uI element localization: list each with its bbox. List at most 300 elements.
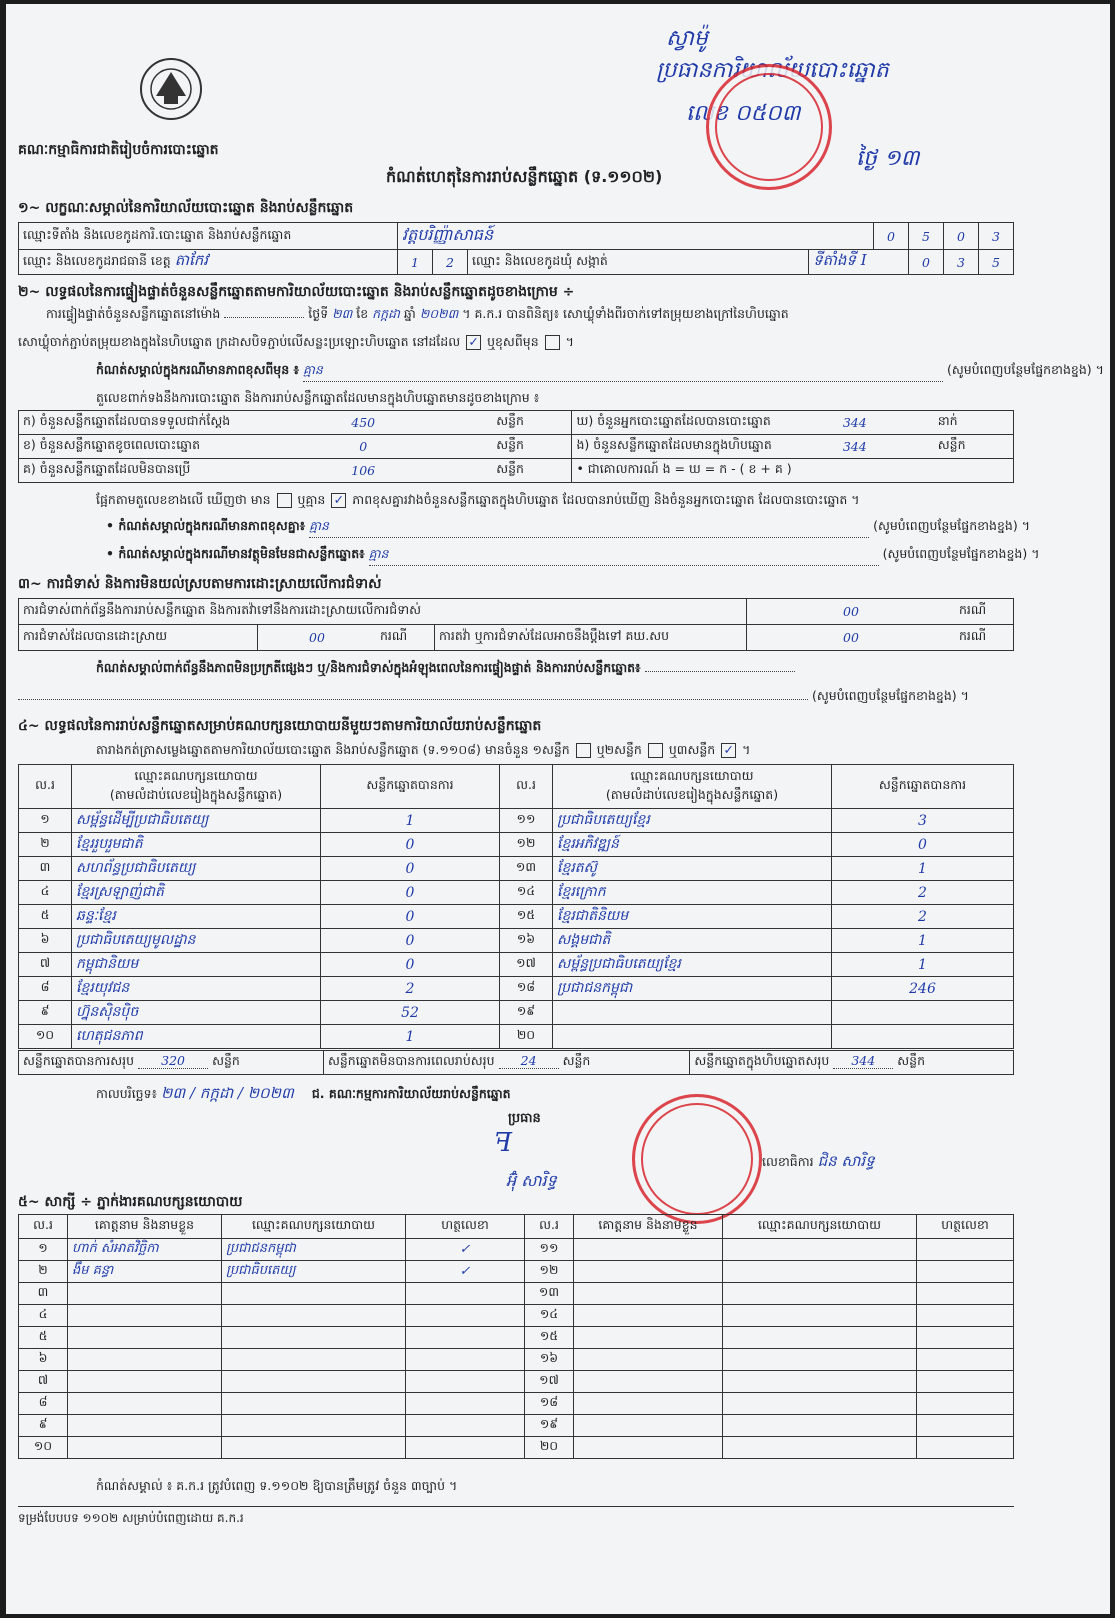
handwritten-annotation-2: ប្រធានការិយាល័យបោះឆ្នោត: [656, 58, 889, 83]
result-votes: 2: [832, 881, 1014, 905]
count-d-label: ឃ) ចំនួនអ្នកបោះឆ្នោតដែលបានបោះឆ្នោត: [572, 411, 776, 435]
form-title: កំណត់ហេតុនៃការរាប់សន្លឹកឆ្នោត (ទ.១១០២): [386, 167, 663, 186]
official-stamp-top: [706, 64, 832, 190]
result-votes: 1: [832, 857, 1014, 881]
station-code-3: 0: [944, 223, 979, 250]
committee-label: ជ. គណៈកម្មការការិយាល័យរាប់សន្លឹកឆ្នោត: [311, 1086, 511, 1101]
witness-row: [19, 1393, 1014, 1415]
witness-signature: [917, 1239, 1014, 1261]
witness-signature: [917, 1305, 1014, 1327]
witness-no: ១៦: [525, 1349, 574, 1371]
result-party: ខ្មែរស្រឡាញ់ជាតិ: [72, 881, 321, 905]
diff-note-hint: (សូមបំពេញបន្ថែមផ្នែកខាងខ្នង) ។: [873, 518, 1030, 533]
result-no: ១៥: [500, 905, 553, 929]
witness-name: [574, 1415, 723, 1437]
sheet-count-text: តារាងកត់ត្រាសម្លេងឆ្នោតតាមការិយាល័យបោះឆ្នោត និងរាប់សន្លឹកឆ្នោត (ទ.១១០៨) មានចំនួន ១សន្លឹក: [96, 742, 570, 757]
verification-month-label: ខែ: [356, 306, 369, 321]
result-party: ហេតុជនភាព: [72, 1025, 321, 1049]
result-votes: 3: [832, 809, 1014, 833]
resolved-unit: ករណី: [376, 625, 435, 651]
total-valid-label: សន្លឹកឆ្នោតបានការសរុប: [23, 1053, 135, 1068]
province-label-text: ឈ្មោះ និងលេខកូដរាជធានី ខេត្ត: [23, 253, 171, 268]
result-no: ៧: [19, 953, 72, 977]
witness-signature: ✓: [406, 1261, 525, 1283]
witness-no: ១០: [19, 1437, 68, 1459]
result-votes: 1: [321, 809, 500, 833]
irregularity-note-2: [18, 688, 969, 707]
witness-signature: [917, 1415, 1014, 1437]
compare-none-label: ឬគ្មាន: [297, 492, 326, 507]
result-party: [553, 1001, 832, 1025]
total-invalid-label: សន្លឹកឆ្នោតមិនបានការពេលរាប់សរុប: [327, 1053, 495, 1068]
result-party: ខ្មែររួបរួមជាតិ: [72, 833, 321, 857]
witness-signature: [406, 1327, 525, 1349]
witness-name: [68, 1305, 222, 1327]
witness-party: [723, 1239, 917, 1261]
result-party: សម្ព័ន្ធដើម្បីប្រជាធិបតេយ្យ: [72, 809, 321, 833]
station-code-1: 0: [874, 223, 909, 250]
result-no: ១៦: [500, 929, 553, 953]
diff-note-value: គ្មាន: [309, 518, 869, 538]
witness-signature: [406, 1349, 525, 1371]
total-box-cell: [690, 1051, 1014, 1075]
witness-no: ១៩: [525, 1415, 574, 1437]
province-label: [19, 250, 398, 275]
results-row: [19, 953, 1014, 977]
witness-row: [19, 1305, 1014, 1327]
station-name: វត្តបរិញ្ញ៉ាសាធន៍: [398, 223, 874, 250]
result-no: ១៤: [500, 881, 553, 905]
count-c-value: 106: [234, 459, 492, 483]
witness-party: [723, 1305, 917, 1327]
section4-heading: ៤~ លទ្ធផលនៃការរាប់សន្លឹកឆ្នោតសម្រាប់គណបក្សនយោបាយនីមួយៗតាមការិយាល័យរាប់សន្លឹកឆ្នោត: [18, 718, 542, 734]
date-label: កាលបរិច្ឆេទ៖: [96, 1086, 158, 1101]
irregularity-note-hint: (សូមបំពេញបន្ថែមផ្នែកខាងខ្នង) ។: [811, 688, 969, 703]
witness-name: [68, 1393, 222, 1415]
result-party: ហ្វ៊ុនស៊ិនប៉ិច: [72, 1001, 321, 1025]
count-a-value: 450: [234, 411, 492, 435]
witness-signature: [917, 1371, 1014, 1393]
result-no: ៥: [19, 905, 72, 929]
total-box-unit: សន្លឹក: [897, 1053, 926, 1068]
result-party: ខ្មែរក្រោក: [553, 881, 832, 905]
witness-no: ១៥: [525, 1327, 574, 1349]
results-col-votes-right: សន្លឹកឆ្នោតបានការ: [832, 765, 1014, 809]
province-code-1: 1: [398, 250, 433, 275]
count-a-label: ក) ចំនួនសន្លឹកឆ្នោតដែលបានទទួលជាក់ស្តែង: [19, 411, 235, 435]
handwritten-annotation-1: ស្វាម៉ូ: [666, 26, 708, 51]
objection-unit: ករណី: [955, 599, 1014, 625]
witness-name: [68, 1415, 222, 1437]
total-invalid-value: 24: [499, 1053, 559, 1069]
witness-name: [574, 1349, 723, 1371]
witness-col-party-left: ឈ្មោះគណបក្សនយោបាយ: [222, 1215, 406, 1239]
result-no: ១៧: [500, 953, 553, 977]
three-sheets-checkbox[interactable]: ✓: [721, 743, 736, 758]
witness-no: ១៤: [525, 1305, 574, 1327]
results-col-party-left-text: ឈ្មោះគណបក្សនយោបាយ: [134, 767, 258, 783]
witness-no: ៨: [19, 1393, 68, 1415]
witness-party: [222, 1415, 406, 1437]
result-votes: 0: [832, 833, 1014, 857]
result-votes: 0: [321, 833, 500, 857]
witness-party: [723, 1415, 917, 1437]
result-no: ១២: [500, 833, 553, 857]
secretary-name: ជិន សារិទ្ធ: [817, 1152, 875, 1170]
witness-party: [723, 1371, 917, 1393]
results-col-party-right: [553, 765, 832, 809]
two-sheets-label: ឬ២សន្លឹក: [596, 742, 642, 757]
commune-label: ឈ្មោះ និងលេខកូដឃុំ សង្កាត់: [468, 250, 809, 275]
chair-label: ប្រធាន: [508, 1111, 541, 1126]
witness-party: [222, 1305, 406, 1327]
witness-party: [723, 1283, 917, 1305]
result-votes: 0: [321, 929, 500, 953]
witness-party: [723, 1349, 917, 1371]
station-code-2: 5: [909, 223, 944, 250]
results-col-party-left-sub: (តាមលំដាប់លេខរៀងក្នុងសន្លឹកឆ្នោត): [109, 786, 283, 802]
total-box-label: សន្លឹកឆ្នោតក្នុងហិបឆ្នោតសរុប: [694, 1053, 830, 1068]
results-row: [19, 977, 1014, 1001]
verification-time-label: ការផ្ទៀងផ្ទាត់ចំនួនសន្លឹកឆ្នោតនៅម៉ោង: [46, 306, 221, 321]
witness-row: [19, 1437, 1014, 1459]
result-party: កម្ពុជានិយម: [72, 953, 321, 977]
witness-name: ងឹម គន្ធា: [68, 1261, 222, 1283]
appeal-unit: ករណី: [955, 625, 1014, 651]
diff-note-label: • កំណត់សម្គាល់ក្នុងករណីមានភាពខុសគ្នា៖: [106, 518, 306, 533]
witness-signature: [406, 1283, 525, 1305]
witness-signature: [917, 1283, 1014, 1305]
secretary-label: លេខាធិការ: [762, 1154, 814, 1169]
result-party: ខ្មែរតស៊ូ: [553, 857, 832, 881]
suspect-note-label: • កំណត់សម្គាល់ក្នុងករណីមានវត្ថុមិនមែនជាសន្លឹកឆ្នោត៖: [106, 546, 365, 561]
verification-time-field: [224, 317, 304, 318]
witness-no: ២: [19, 1261, 68, 1283]
result-votes: 0: [321, 953, 500, 977]
witness-signature: [917, 1261, 1014, 1283]
witness-col-sign-left: ហត្ថលេខា: [406, 1215, 525, 1239]
result-party: សហព័ន្ធប្រជាធិបតេយ្យ: [72, 857, 321, 881]
result-no: ៨: [19, 977, 72, 1001]
three-sheets-label: ឬ៣សន្លឹក: [668, 742, 716, 757]
witness-party: [222, 1349, 406, 1371]
verification-day-label: ថ្ងៃទី: [308, 306, 329, 321]
result-no: ១១: [500, 809, 553, 833]
result-votes: 0: [321, 857, 500, 881]
compare-line: [96, 492, 860, 511]
witness-party: ប្រជាជនកម្ពុជា: [222, 1239, 406, 1261]
changed-checkbox[interactable]: [545, 335, 560, 350]
witness-no: ១៧: [525, 1371, 574, 1393]
change-note-line: [96, 362, 1104, 382]
count-b-value: 0: [234, 435, 492, 459]
objection-table: [18, 598, 1014, 651]
results-row: [19, 1025, 1014, 1049]
witness-party: [723, 1437, 917, 1459]
witness-row: [19, 1261, 1014, 1283]
result-party: ខ្មែរជាតិនិយម: [553, 905, 832, 929]
resolved-label: ការជំទាស់ដែលបានដោះស្រាយ: [19, 625, 258, 651]
result-votes: 1: [832, 929, 1014, 953]
witness-party: [222, 1437, 406, 1459]
verification-month: កក្កដា: [372, 306, 400, 321]
results-col-party-right-sub: (តាមលំដាប់លេខរៀងក្នុងសន្លឹកឆ្នោត): [605, 786, 779, 802]
witness-signature: [917, 1437, 1014, 1459]
total-invalid-cell: [323, 1051, 689, 1075]
witness-row: [19, 1327, 1014, 1349]
count-b-unit: សន្លឹក: [492, 435, 572, 459]
result-no: ១៨: [500, 977, 553, 1001]
date-line: [96, 1084, 511, 1106]
result-votes: [832, 1001, 1014, 1025]
counts-intro: តួលេខពាក់ទងនឹងការបោះឆ្នោត និងការរាប់សន្លឹកឆ្នោតដែលមានក្នុងហិបឆ្នោតមានដូចខាងក្រោម ៖: [96, 390, 540, 405]
results-col-no-left: ល.រ: [19, 765, 72, 809]
commune-code-3: 5: [979, 250, 1014, 275]
result-votes: [832, 1025, 1014, 1049]
result-no: ១០: [19, 1025, 72, 1049]
verification-year: ២០២៣: [419, 306, 459, 321]
witness-name: [574, 1283, 723, 1305]
results-row: [19, 881, 1014, 905]
witness-name: [574, 1261, 723, 1283]
counts-table: [18, 410, 1014, 483]
verification-year-label: ឆ្នាំ: [403, 306, 416, 321]
diff-note-line: [106, 518, 1030, 538]
witness-signature: [917, 1393, 1014, 1415]
count-d-unit: នាក់: [934, 411, 1014, 435]
witness-signature: [917, 1349, 1014, 1371]
province-name: តាកែវ: [174, 251, 209, 269]
result-no: ១៩: [500, 1001, 553, 1025]
chair-name: អ៊ុំ សារិទ្ធ: [506, 1171, 557, 1190]
witness-row: [19, 1349, 1014, 1371]
witness-no: ២០: [525, 1437, 574, 1459]
result-votes: 1: [321, 1025, 500, 1049]
total-invalid-unit: សន្លឹក: [562, 1053, 591, 1068]
witness-name: [574, 1327, 723, 1349]
result-votes: 52: [321, 1001, 500, 1025]
witness-name: [68, 1349, 222, 1371]
objection-label: ការជំទាស់ពាក់ព័ន្ធនឹងការរាប់សន្លឹកឆ្នោត និងការតវ៉ាទៅនឹងការដោះស្រាយលើការជំទាស់: [19, 599, 747, 625]
witness-no: ១៣: [525, 1283, 574, 1305]
results-table: [18, 764, 1014, 1049]
change-note-value: គ្មាន: [303, 362, 943, 382]
result-no: ៦: [19, 929, 72, 953]
witness-no: ៥: [19, 1327, 68, 1349]
witness-row: [19, 1239, 1014, 1261]
date-value: ២៣ / កក្កដា / ២០២៣: [161, 1084, 294, 1102]
province-code-2: 2: [433, 250, 468, 275]
result-party: ប្រជាធិបតេយ្យខ្មែរ: [553, 809, 832, 833]
witness-party: [222, 1371, 406, 1393]
witness-col-name-right: គោត្តនាម និងនាមខ្លួន: [574, 1215, 723, 1239]
suspect-note-value: គ្មាន: [369, 546, 879, 566]
result-party: សម្ព័ន្ធប្រជាធិបតេយ្យខ្មែរ: [553, 953, 832, 977]
count-c-unit: សន្លឹក: [492, 459, 572, 483]
commune-name: ទីតាំងទី I: [809, 250, 909, 275]
compare-has-label: ផ្អែកតាមតួលេខខាងលើ ឃើញថា មាន: [96, 492, 271, 507]
witness-no: ១១: [525, 1239, 574, 1261]
results-row: [19, 929, 1014, 953]
result-no: ៣: [19, 857, 72, 881]
results-row: [19, 857, 1014, 881]
total-box-value: 344: [833, 1053, 893, 1069]
result-votes: 2: [832, 905, 1014, 929]
section1-heading: ១~ លក្ខណៈសម្គាល់នៃការិយាល័យបោះឆ្នោត និងរាប់សន្លឹកឆ្នោត: [18, 200, 354, 216]
suspect-note-line: [106, 546, 1039, 566]
result-party: ប្រជាជនកម្ពុជា: [553, 977, 832, 1001]
witness-party: [723, 1261, 917, 1283]
appeal-value: 00: [747, 625, 956, 651]
witness-signature: [406, 1393, 525, 1415]
form-sheet: [6, 4, 1110, 1614]
count-c-label: គ) ចំនួនសន្លឹកឆ្នោតដែលមិនបានប្រើ: [19, 459, 235, 483]
result-no: ៤: [19, 881, 72, 905]
results-row: [19, 1001, 1014, 1025]
station-code-4: 3: [979, 223, 1014, 250]
result-votes: 0: [321, 881, 500, 905]
witness-no: ១៨: [525, 1393, 574, 1415]
count-e-value: 344: [776, 435, 934, 459]
witness-party: [723, 1327, 917, 1349]
section3-heading: ៣~ ការជំទាស់ និងការមិនយល់ស្របតាមការដោះស្រាយលើការជំទាស់: [18, 576, 382, 592]
count-e-unit: សន្លឹក: [934, 435, 1014, 459]
witness-no: ១: [19, 1239, 68, 1261]
no-difference-checkbox[interactable]: ✓: [331, 493, 346, 508]
changed-label: ឬខុសពីមុន: [487, 334, 539, 349]
verification-line: [46, 306, 789, 325]
change-note-label: កំណត់សម្គាល់ក្នុងករណីមានភាពខុសពីមុន ៖: [96, 362, 300, 377]
result-party: ខ្មែរយុវជន: [72, 977, 321, 1001]
has-difference-checkbox[interactable]: [277, 493, 292, 508]
witness-no: ៩: [19, 1415, 68, 1437]
result-no: ១: [19, 809, 72, 833]
witness-name: [574, 1305, 723, 1327]
witness-no: ៣: [19, 1283, 68, 1305]
count-b-label: ខ) ចំនួនសន្លឹកឆ្នោតខូចពេលបោះឆ្នោត: [19, 435, 235, 459]
result-party: សង្គមជាតិ: [553, 929, 832, 953]
result-votes: 1: [832, 953, 1014, 977]
count-a-unit: សន្លឹក: [492, 411, 572, 435]
witness-name: [68, 1327, 222, 1349]
two-sheets-checkbox[interactable]: [648, 743, 663, 758]
footer-note: កំណត់សម្គាល់ ៖ គ.ក.រ ត្រូវបំពេញ ទ.១១០២ ឱ្យបានត្រឹមត្រូវ ចំនួន ៣ច្បាប់ ។: [96, 1478, 458, 1493]
witness-col-sign-right: ហត្ថលេខា: [917, 1215, 1014, 1239]
result-no: ១៣: [500, 857, 553, 881]
witness-signature: [406, 1305, 525, 1327]
count-e-label: ង) ចំនួនសន្លឹកឆ្នោតដែលមានក្នុងហិបឆ្នោត: [572, 435, 776, 459]
results-totals: [18, 1050, 1014, 1075]
witness-no: ៦: [19, 1349, 68, 1371]
results-row: [19, 833, 1014, 857]
appeal-label: ការតវ៉ា ឬការជំទាស់ដែលអាចនឹងប្តឹងទៅ គឃ.សប: [435, 625, 747, 651]
witness-col-party-right: ឈ្មោះគណបក្សនយោបាយ: [723, 1215, 917, 1239]
section1-table: [18, 222, 1014, 275]
commune-code-2: 3: [944, 250, 979, 275]
witness-col-name-left: គោត្តនាម និងនាមខ្លួន: [68, 1215, 222, 1239]
objection-value: 00: [747, 599, 956, 625]
result-party: ឆន្ទៈខ្មែរ: [72, 905, 321, 929]
witness-col-no-right: ល.រ: [525, 1215, 574, 1239]
witness-name: [574, 1437, 723, 1459]
total-valid-unit: សន្លឹក: [212, 1053, 240, 1068]
witness-party: [222, 1327, 406, 1349]
count-formula: • ជាគោលការណ៍ ង = ឃ = ក - ( ខ + គ ): [572, 459, 1014, 483]
witness-name: [68, 1283, 222, 1305]
result-party: ខ្មែរអភិវឌ្ឍន៍: [553, 833, 832, 857]
result-no: ៩: [19, 1001, 72, 1025]
witness-name: [574, 1393, 723, 1415]
total-valid-value: 320: [138, 1053, 208, 1069]
results-row: [19, 809, 1014, 833]
witness-no: ៤: [19, 1305, 68, 1327]
footer-divider: [18, 1506, 1014, 1507]
result-party: [553, 1025, 832, 1049]
section2-heading: ២~ លទ្ធផលនៃការផ្ទៀងផ្ទាត់ចំនួនសន្លឹកឆ្នោតតាមការិយាល័យបោះឆ្នោត និងរាប់សន្លឹកឆ្នោតដូចខាងក្រោម ÷: [18, 284, 575, 300]
station-label: ឈ្មោះទីតាំង និងលេខកូដការិ.បោះឆ្នោត និងរាប់សន្លឹកឆ្នោត: [19, 223, 398, 250]
result-no: ២: [19, 833, 72, 857]
seal-line: សោឃ្លុំចាក់ភ្ជាប់តម្រុយខាងក្នុងនៃហិបឆ្នោត ក្រដាសបិទភ្ជាប់លើសន្លះប្រឡោះហិបឆ្នោត នៅដដែល ✓ ឬខុសពីមុន ។: [18, 334, 574, 349]
witness-row: [19, 1415, 1014, 1437]
one-sheet-checkbox[interactable]: [576, 743, 591, 758]
result-votes: 2: [321, 977, 500, 1001]
section5-heading: ៥~ សាក្សី ÷ ភ្នាក់ងារគណបក្សនយោបាយ: [18, 1194, 243, 1210]
results-col-no-right: ល.រ: [500, 765, 553, 809]
witness-signature: [406, 1415, 525, 1437]
handwritten-annotation-4: ថ្ងៃ ១៣: [856, 146, 920, 171]
witness-name: [68, 1437, 222, 1459]
witness-name: [574, 1239, 723, 1261]
witness-party: ប្រជាធិបតេយ្យ: [222, 1261, 406, 1283]
witness-signature: [406, 1437, 525, 1459]
resolved-value: 00: [258, 625, 377, 651]
suspect-note-hint: (សូមបំពេញបន្ថែមផ្នែកខាងខ្នង) ។: [882, 546, 1040, 561]
irregularity-note-field-2: [18, 699, 808, 700]
verification-day: ២៣: [332, 306, 353, 321]
witness-table: [18, 1214, 1014, 1459]
footer-form-ref: ទម្រង់បែបបទ ១១០២ សម្រាប់បំពេញដោយ គ.ក.រ: [18, 1511, 244, 1525]
verification-text: ។ គ.ក.រ បានពិនិត្យ៖ សោឃ្លុំទាំងពីរចាក់ទៅតម្រុយខាងក្រៅនៃហិបឆ្នោត: [462, 306, 789, 321]
witness-signature: ✓: [406, 1239, 525, 1261]
witness-no: ១២: [525, 1261, 574, 1283]
results-row: [19, 905, 1014, 929]
witness-row: [19, 1371, 1014, 1393]
secretary-line: [762, 1152, 875, 1174]
witness-party: [723, 1393, 917, 1415]
witness-signature: [406, 1371, 525, 1393]
result-party: ប្រជាធិបតេយ្យមូលដ្ឋាន: [72, 929, 321, 953]
witness-name: [68, 1371, 222, 1393]
irregularity-note-field: [645, 671, 795, 672]
count-d-value: 344: [776, 411, 934, 435]
total-valid-cell: [19, 1051, 324, 1075]
same-checkbox[interactable]: ✓: [466, 335, 481, 350]
result-no: ២០: [500, 1025, 553, 1049]
irregularity-note: [96, 660, 795, 679]
witness-no: ៧: [19, 1371, 68, 1393]
witness-signature: [917, 1327, 1014, 1349]
irregularity-note-label: កំណត់សម្គាល់ពាក់ព័ន្ធនឹងភាពមិនប្រក្រតីផ្សេងៗ ឬ/និងការជំទាស់ក្នុងអំឡុងពេលនៃការផ្ទៀងផ្ទាត់ និងការរាប់សន្លឹកឆ្នោត៖: [96, 660, 641, 675]
official-stamp-bottom: [632, 1094, 762, 1224]
chair-signature: ꟻ: [494, 1128, 513, 1158]
handwritten-annotation-3: លេខ ០៥០៣: [686, 101, 801, 126]
witness-col-no-left: ល.រ: [19, 1215, 68, 1239]
seal-text: សោឃ្លុំចាក់ភ្ជាប់តម្រុយខាងក្នុងនៃហិបឆ្នោត ក្រដាសបិទភ្ជាប់លើសន្លះប្រឡោះហិបឆ្នោត នៅដដែល: [18, 334, 461, 349]
change-note-hint: (សូមបំពេញបន្ថែមផ្នែកខាងខ្នង) ។: [947, 362, 1104, 377]
results-col-party-right-text: ឈ្មោះគណបក្សនយោបាយ: [630, 767, 754, 783]
result-votes: 246: [832, 977, 1014, 1001]
compare-text: ភាពខុសគ្នារវាងចំនួនសន្លឹកឆ្នោតក្នុងហិបឆ្នោត ដែលបានរាប់ឃើញ និងចំនួនអ្នកបោះឆ្នោត ដែលបានបោះឆ្នោត ។: [352, 492, 860, 507]
